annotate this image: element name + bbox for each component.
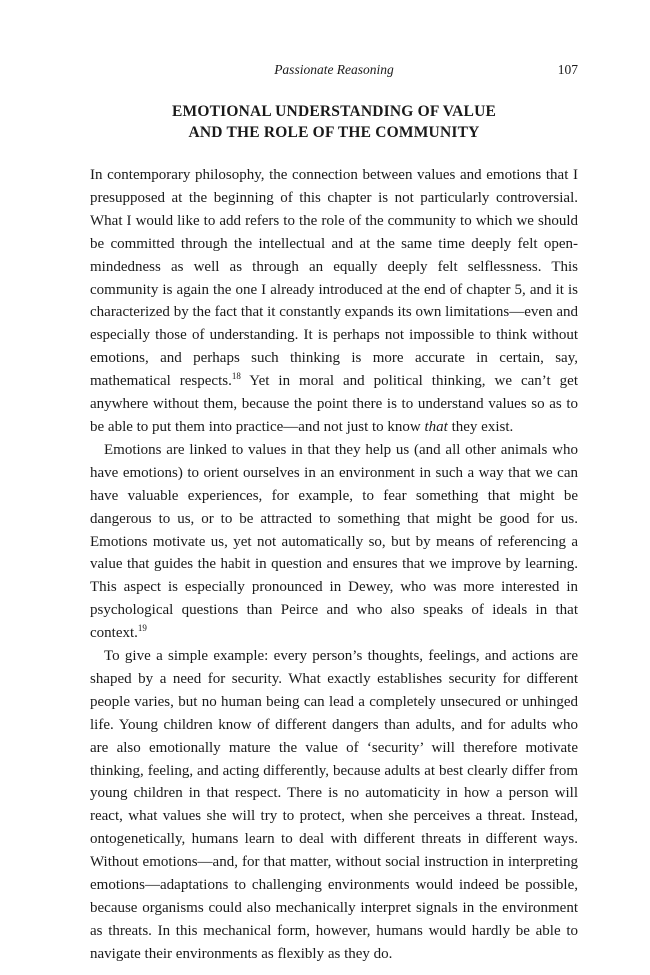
section-heading-line-2: AND THE ROLE OF THE COMMUNITY <box>188 124 480 141</box>
paragraph-1-text-c: they exist. <box>447 418 514 435</box>
paragraph-1 <box>90 164 578 439</box>
section-heading-line-1: EMOTIONAL UNDERSTANDING OF VALUE <box>171 103 497 120</box>
section-heading <box>90 101 578 143</box>
paragraph-1-emphasis: that <box>424 418 448 435</box>
running-header <box>90 62 578 84</box>
footnote-ref-19: 19 <box>137 623 147 634</box>
footnote-ref-18: 18 <box>231 371 241 382</box>
paragraph-1-text-b: Yet in moral and political thinking, we can’t get anywhere without them, because the point there is to understand values so as to be able to put them into practice—and not just to know <box>90 373 579 435</box>
paragraph-3-text: To give a simple example: every person’s thoughts, feelings, and actions are shaped by a need for security. What exactly establishes security for different people varies, but no human being can lead a completely unsecured or unhinged life. Young children know of different dangers than adults, and for adults who are also emotionally mature the value of ‘security’ will therefore motivate thinking, feeling, and acting differently, because adults at best clearly differ from young children in that respect. There is no automaticity in how a person will react, what values she will try to protect, when she perceives a threat. Instead, ontogenetically, humans learn to deal with different threats in different ways. Without emotions—and, for that matter, without social instruction in interpreting emotions—adaptations to challenging environments would indeed be possible, because organisms could also mechanically interpret signals in the environment as threats. In this mechanical form, however, humans would hardly be able to navigate their environments as flexibly as they do. <box>90 648 578 962</box>
paragraph-3 <box>90 645 578 966</box>
page-number: 107 <box>557 62 578 77</box>
paragraph-2-text: Emotions are linked to values in that they help us (and all other animals who have emotions) to orient ourselves in an environment in such a way that we can have valuable experiences, for example, to fear something that might be dangerous to us, or to be attracted to something that might be good for us. Emotions motivate us, yet not automatically so, but by means of referencing a value that guides the habit in question and ensures that we improve by learning. This aspect is especially pronounced in Dewey, who was more interested in psychological questions than Peirce and who also speaks of ideals in that context. <box>90 441 578 642</box>
running-title: Passionate Reasoning <box>274 62 394 77</box>
book-page <box>90 62 578 966</box>
paragraph-2 <box>90 439 578 645</box>
paragraph-1-text-a: In contemporary philosophy, the connection between values and emotions that I presupposed at the beginning of this chapter is not particularly controversial. What I would like to add refers to the role of the community to which we should be committed through the intellectual and at the same time deeply felt open-mindedness as well as through an equally deeply felt selflessness. This community is again the one I already introduced at the end of chapter 5, and it is characterized by the fact that it constantly expands its own limitations—even and especially those of understanding. It is perhaps not impossible to think without emotions, and perhaps such thinking is more accurate in certain, say, mathematical respects. <box>90 167 578 390</box>
